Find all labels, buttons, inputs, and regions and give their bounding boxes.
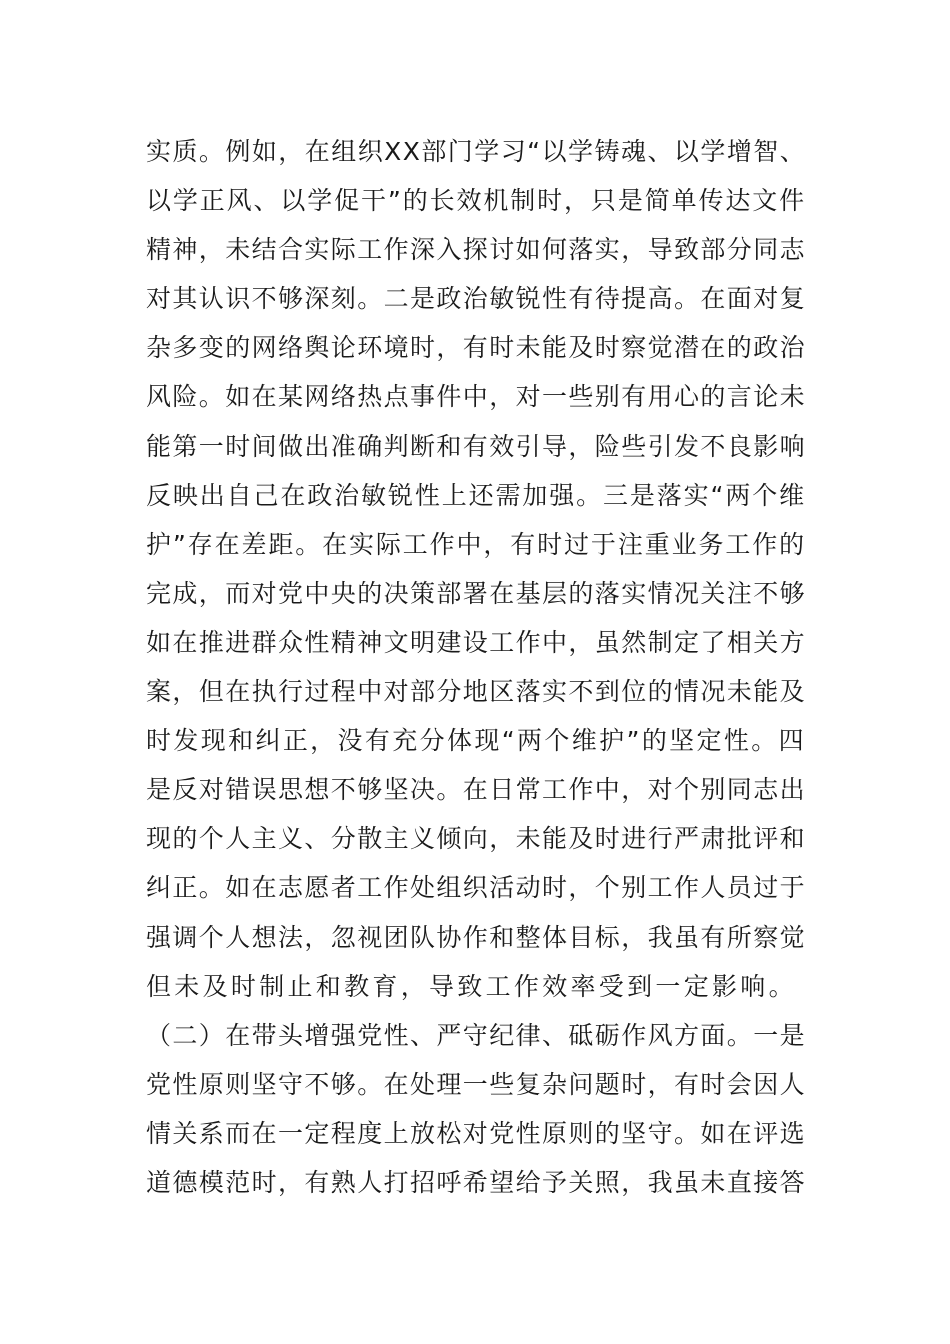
text-line: 对其认识不够深刻。二是政治敏锐性有待提高。在面对复 (146, 284, 807, 314)
text-line: 完成，而对党中央的决策部署在基层的落实情况关注不够 (146, 578, 807, 608)
text-line: 反映出自己在政治敏锐性上还需加强。三是落实“两个维 (146, 480, 806, 510)
text-line: 护”存在差距。在实际工作中，有时过于注重业务工作的 (146, 529, 806, 559)
section-heading-line: （二）在带头增强党性、严守纪律、砥砺作风方面。一是 (146, 1020, 807, 1050)
text-line: 风险。如在某网络热点事件中，对一些别有用心的言论未 (146, 382, 807, 412)
text-line: 能第一时间做出准确判断和有效引导，险些引发不良影响 (146, 431, 807, 461)
text-line: 道德模范时，有熟人打招呼希望给予关照，我虽未直接答 (146, 1167, 807, 1197)
text-line: 以学正风、以学促干”的长效机制时，只是简单传达文件 (146, 186, 806, 216)
text-line: 党性原则坚守不够。在处理一些复杂问题时，有时会因人 (146, 1069, 807, 1099)
text-line: 纠正。如在志愿者工作处组织活动时，个别工作人员过于 (146, 873, 807, 903)
text-line: 如在推进群众性精神文明建设工作中，虽然制定了相关方 (146, 627, 807, 657)
body-text (146, 127, 806, 1207)
text-line: 是反对错误思想不够坚决。在日常工作中，对个别同志出 (146, 775, 807, 805)
text-line: 情关系而在一定程度上放松对党性原则的坚守。如在评选 (146, 1118, 807, 1148)
text-line: 现的个人主义、分散主义倾向，未能及时进行严肃批评和 (146, 824, 807, 854)
text-line: 时发现和纠正，没有充分体现“两个维护”的坚定性。四 (146, 726, 806, 756)
text-line: 强调个人想法，忽视团队协作和整体目标，我虽有所察觉 (146, 922, 807, 952)
text-line: 但未及时制止和教育，导致工作效率受到一定影响。 (146, 971, 797, 1001)
text-line: 实质。例如，在组织XX部门学习“以学铸魂、以学增智、 (146, 137, 807, 166)
text-line: 案，但在执行过程中对部分地区落实不到位的情况未能及 (146, 677, 807, 707)
text-line: 精神，未结合实际工作深入探讨如何落实，导致部分同志 (146, 235, 807, 265)
text-line: 杂多变的网络舆论环境时，有时未能及时察觉潜在的政治 (146, 333, 807, 363)
